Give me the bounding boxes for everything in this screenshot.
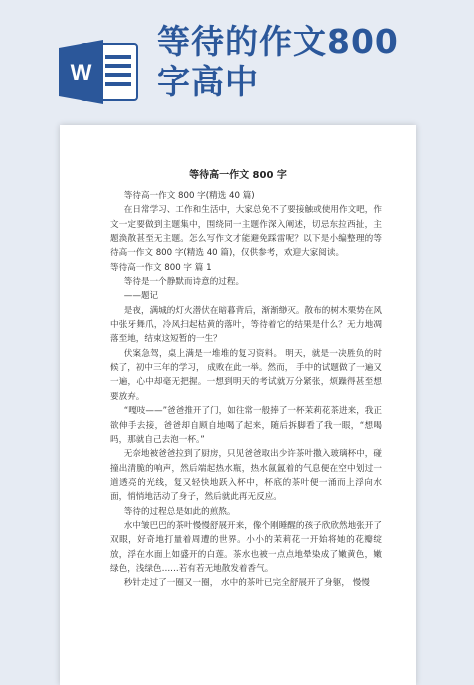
paragraph: 无奈地被爸爸拉到了厨房，只见爸爸取出少许茶叶撒入玻璃杯中，碰撞出清脆的响声，然后端起热水瓶，热水氤氲着的气息便在空中划过一道透亮的光线，复又轻快地跃入杯中，杯底的茶叶便一涌而上浮向水面，悄悄地活动了身子，然后就此再无反应。 <box>110 449 382 503</box>
paragraph: 在日常学习、工作和生活中，大家总免不了要接触或使用作文吧，作文一定要做到主题集中，围绕同一主题作深入阐述，切忌东拉西扯，主题涣散甚至无主题。怎么写作文才能避免踩雷呢？以下是小编整理的等待高一作文 800 字(精选 40 篇)，仅供参考，欢迎大家阅读。 <box>110 205 382 259</box>
paragraph: 等待的过程总是如此的煎熬。 <box>123 506 236 517</box>
paragraph: 秒针走过了一圈又一圈， 水中的茶叶已完全舒展开了身躯， 慢慢 <box>123 578 370 589</box>
word-logo-letter: W <box>70 60 92 85</box>
document-title: 等待高一作文 800 字 <box>189 170 287 181</box>
paragraph: “嘎吱——”爸爸推开了门，如往常一般捧了一杯茉莉花茶进来，我正欲伸手去接，爸爸却自顾自地喝了起来，随后拆脚看了我一眼，“想喝吗，那就自己去泡一杯。” <box>110 406 382 445</box>
banner <box>0 0 474 120</box>
banner-title <box>157 22 457 102</box>
paragraph: 伏案急驾，桌上满是一堆堆的复习资料。 明天，就是一决胜负的时候了，初中三年的学习， 成败在此一举。然而， 手中的试题做了一遍又一遍，心中却毫无把握。一想到明天的考试就万分紧张，烦躁得甚至想要放弃。 <box>110 348 382 402</box>
paragraph: 等待高一作文 800 字(精选 40 篇) <box>123 191 255 201</box>
paragraph: 是夜，满城的灯火潜伏在暗暮背后，渐渐缈灭。散布的树木栗势在风中张牙舞爪，冷风扫起枯黄的落叶，等待着它的结果是什么？无力地凋落至地，结束这短暂的一生？ <box>110 305 382 345</box>
banner-title-line-1: 等待的作文800 <box>157 22 399 61</box>
banner-title-line-2: 字高中 <box>157 62 259 101</box>
section-heading: 等待高一作文 800 字 篇 1 <box>110 262 212 273</box>
paragraph: 水中皱巴巴的茶叶慢慢舒展开来，像个刚睡醒的孩子欣欣然地张开了双眼，好奇地打量着周遭的世界。小小的茉莉花一开始将她的花瓣绽放，浮在水面上如盛开的白莲。茶水也被一点点地晕染成了嫩黄色，嫩绿色，浅绿色……若有若无地散发着香气。 <box>110 520 382 574</box>
word-icon <box>57 40 139 104</box>
document-body <box>110 189 382 591</box>
document-page <box>60 125 416 685</box>
epigraph-attribution: ——题记 <box>123 291 159 302</box>
paragraph: 等待是一个静默而诗意的过程。 <box>123 277 245 288</box>
